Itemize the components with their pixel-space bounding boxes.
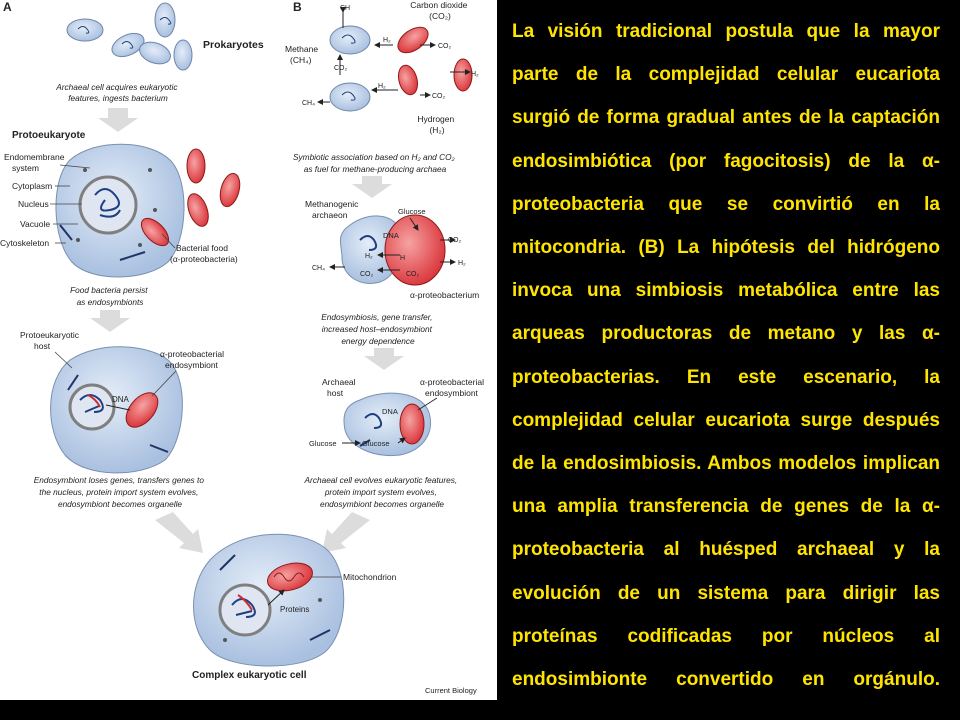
proteobacteria-cells-b [393, 22, 472, 97]
panel-b-letter: B [293, 0, 302, 14]
converge-arrow-a [155, 512, 203, 553]
cytoskeleton-label: Cytoskeleton [0, 238, 50, 248]
bacterial-food-label: Bacterial food (α-proteobacteria) [170, 243, 238, 264]
archaeal-host-label: Archaeal host [322, 377, 356, 398]
b-ch4-b: CH₄ [312, 265, 325, 272]
b-glucose-a: Glucose [398, 207, 426, 216]
methanogen-symbiosis-cell [340, 215, 445, 285]
down-arrow-b2 [364, 348, 404, 370]
b-dna-a: DNA [383, 231, 399, 240]
b-glucose-c: Glucose [362, 439, 390, 448]
methanogenic-label: Methanogenic archaeon [305, 199, 359, 220]
b-co2-c: CO₂ [334, 65, 348, 72]
description-paragraph: La visión tradicional postula que la mayor parte de la complejidad celular eucariota surgió de forma gradual antes de la captación endosimbiótica (por fagocitosis) de la α-proteobacteria que se convirtió en la mitocondria. (B) La hipótesis del hidrógeno invoca una simbiosis metabólica entre las arqueas productoras de metano y las α-proteobacterias. En este escenario, la complejidad celular eucariota surge después de la endosimbiosis. Ambos modelos implican una amplia transferencia de genes de la α-proteobacteria al huésped archaeal y la evolución de un sistema para dirigir las proteínas codificadas por núcleos al endosimbionte convertido en orgánulo. [512, 21, 940, 691]
b-ch4-a: CH₄ [302, 100, 315, 107]
b-h2-a: H₂ [383, 37, 391, 44]
b-co2-a: CO₂ [438, 43, 452, 50]
carbon-dioxide-label: Carbon dioxide (CO₂) [410, 0, 468, 21]
a-caption-1: Archaeal cell acquires eukaryotic features, ingests bacterium [56, 82, 178, 103]
b-h-label: H [400, 255, 406, 262]
b-glucose-b: Glucose [309, 439, 337, 448]
b-co2-d: CO₂ [448, 237, 462, 244]
b-caption-1: Symbiotic association based on H₂ and CO₂ as fuel for methane-producing archaea [292, 152, 455, 174]
proteins-label: Proteins [280, 605, 310, 614]
vacuole-label: Vacuole [20, 219, 51, 229]
protoeukaryote-cell [56, 144, 184, 277]
protoeukaryote-label: Protoeukaryote [12, 130, 86, 141]
cytoplasm-label: Cytoplasm [12, 181, 53, 191]
prokaryotes-label: Prokaryotes [203, 39, 264, 51]
converge-arrow-b [322, 512, 370, 553]
protoeukaryotic-host-cell [51, 347, 183, 473]
b-co2-f: CO₂ [406, 271, 420, 278]
a-caption-2: Food bacteria persist as endosymbionts [70, 285, 148, 307]
b-caption-2: Endosymbiosis, gene transfer, increased host–endosymbiont energy dependence [321, 312, 433, 346]
methane-label: Methane (CH₄) [285, 44, 319, 65]
b-dna-b: DNA [382, 407, 398, 416]
prokaryote-cells [67, 3, 192, 70]
hydrogen-label: Hydrogen (H₂) [417, 114, 455, 135]
complex-eukaryotic-cell [194, 534, 344, 666]
down-arrow-b1 [352, 176, 392, 198]
text-column [512, 10, 940, 720]
a-endosymbiont-label: α-proteobacterial endosymbiont [160, 349, 224, 370]
a-dna-label: DNA [112, 395, 129, 404]
panel-a-letter: A [3, 0, 12, 14]
b-endosymbiont-label: α-proteobacterial endosymbiont [420, 377, 484, 398]
b-ch4-top: CH [340, 5, 351, 12]
b-h2-c: H₂ [378, 83, 386, 90]
a-caption-3: Endosymbiont loses genes, transfers genes to the nucleus, protein import system evolves, endosymbiont becomes organelle [33, 475, 204, 509]
b-co2-b: CO₂ [432, 93, 446, 100]
nucleus-label: Nucleus [18, 199, 49, 209]
proto-host-label: Protoeukaryotic host [20, 330, 80, 351]
b-alpha-proteo-label: α-proteobacterium [410, 290, 480, 300]
b-h2-b: H₂ [471, 71, 479, 78]
b-h2-e: H₂ [365, 253, 373, 260]
endomembrane-label: Endomembrane system [4, 152, 65, 173]
complex-cell-label: Complex eukaryotic cell [192, 670, 307, 681]
b-co2-e: CO₂ [360, 271, 374, 278]
down-arrow-a1 [98, 108, 138, 132]
b-caption-3: Archaeal cell evolves eukaryotic features, protein import system evolves, endosymbiont becomes organelle [304, 475, 458, 509]
down-arrow-a2 [90, 310, 130, 332]
b-h2-d: H₂ [458, 260, 466, 267]
credit-label: Current Biology [425, 686, 477, 695]
mitochondrion-label: Mitochondrion [343, 572, 397, 582]
